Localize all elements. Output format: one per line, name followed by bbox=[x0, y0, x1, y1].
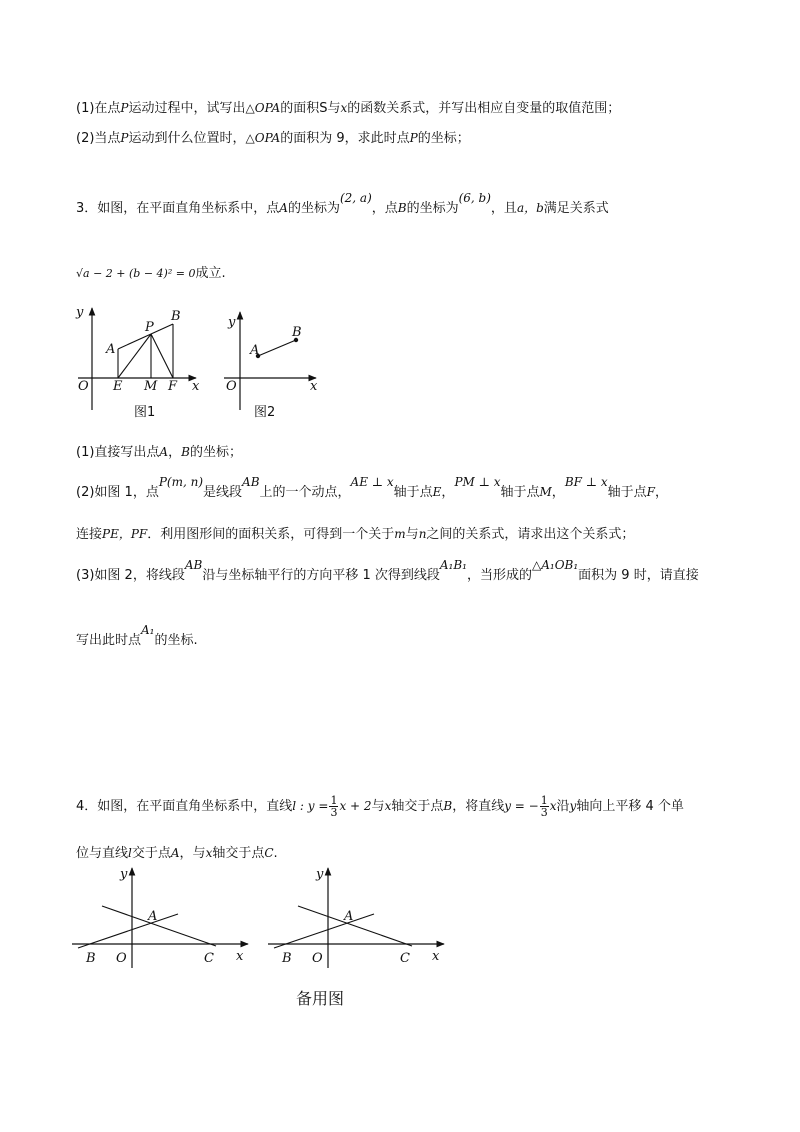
var-A: A bbox=[170, 846, 180, 860]
text: ，点 bbox=[371, 201, 398, 216]
text: 的函数关系式，并写出相应自变量的取值范围； bbox=[347, 101, 621, 116]
q4-figure-left bbox=[68, 862, 258, 972]
text: 满足关系式 bbox=[543, 201, 609, 216]
var-l: l bbox=[128, 846, 132, 860]
text: 运动到什么位置时， bbox=[128, 131, 246, 146]
text: ， bbox=[654, 485, 668, 500]
line-l bbox=[274, 914, 374, 948]
triangle-A1OB1: △A₁OB₁ bbox=[531, 558, 579, 572]
caption-fig2: 图2 bbox=[254, 405, 276, 420]
segment-PF bbox=[151, 334, 173, 378]
coord-B: (6, b) bbox=[458, 191, 491, 205]
label-x: x bbox=[236, 949, 244, 964]
label-x: x bbox=[432, 949, 440, 964]
line-l bbox=[78, 914, 178, 948]
text: ， bbox=[551, 485, 565, 500]
var-y: y bbox=[569, 799, 577, 813]
text: 轴交于点 bbox=[212, 846, 265, 861]
q2-part2 bbox=[76, 128, 470, 149]
text: 轴向上平移 4 个单 bbox=[576, 799, 684, 814]
frac-den: 3 bbox=[330, 806, 338, 819]
label-A: A bbox=[148, 909, 158, 924]
text: ， bbox=[441, 485, 455, 500]
text: (2)如图 1，点 bbox=[76, 485, 159, 500]
q4-figure-right bbox=[264, 862, 454, 972]
var-B: B bbox=[443, 799, 453, 813]
text: ．利用图形间的面积关系，可得到一个关于 bbox=[147, 527, 395, 542]
relation-PM: PM ⊥ x bbox=[454, 475, 501, 489]
text: 上的一个动点， bbox=[259, 485, 351, 500]
label-B: B bbox=[86, 951, 96, 966]
line-l-rhs: x + 2 bbox=[339, 799, 372, 813]
q4-caption: 备用图 bbox=[296, 989, 345, 1008]
label-O: O bbox=[116, 951, 127, 966]
label-A: A bbox=[106, 342, 116, 357]
fraction-1-3 bbox=[540, 795, 549, 818]
point-Pmn: P(m, n) bbox=[158, 475, 204, 489]
text: ，当形成的 bbox=[466, 568, 532, 583]
relation-formula: √a − 2 + (b − 4)² = 0 bbox=[76, 267, 196, 280]
var-x: x bbox=[340, 101, 348, 115]
text: 的坐标为 bbox=[406, 201, 459, 216]
text: 3．如图，在平面直角坐标系中，点 bbox=[76, 201, 280, 216]
text: 交于点 bbox=[131, 846, 171, 861]
text: 的坐标； bbox=[189, 445, 242, 460]
label-B: B bbox=[282, 951, 292, 966]
segment-PB bbox=[151, 324, 173, 334]
text: 与 bbox=[405, 527, 419, 542]
triangle-OPA: △OPA bbox=[245, 101, 281, 115]
label-O: O bbox=[78, 379, 89, 394]
text: 连接 bbox=[76, 527, 103, 542]
q2-part1 bbox=[76, 98, 620, 119]
label-y: y bbox=[228, 315, 236, 330]
text: 轴于点 bbox=[500, 485, 540, 500]
label-P: P bbox=[145, 320, 154, 335]
var-M: M bbox=[539, 485, 552, 499]
q3-sub3 bbox=[76, 558, 699, 586]
line-shifted bbox=[298, 906, 412, 946]
var-F: F bbox=[646, 485, 655, 499]
var-P: P bbox=[120, 131, 129, 145]
var-B: B bbox=[397, 201, 407, 215]
var-P: P bbox=[409, 131, 418, 145]
segment-AB bbox=[258, 340, 296, 356]
line-l-lhs: l : y = bbox=[292, 799, 329, 813]
frac-num: 1 bbox=[330, 794, 338, 807]
q3-figure-2 bbox=[216, 302, 326, 422]
line-shifted bbox=[102, 906, 216, 946]
label-C: C bbox=[204, 951, 214, 966]
text: (1)直接写出点 bbox=[76, 445, 160, 460]
q3-intro bbox=[76, 191, 609, 219]
label-M: M bbox=[144, 379, 158, 394]
text: 的坐标为 bbox=[287, 201, 340, 216]
var-x: x bbox=[384, 799, 392, 813]
text: 沿与坐标轴平行的方向平移 1 次得到线段 bbox=[202, 568, 440, 583]
text: 轴于点 bbox=[607, 485, 647, 500]
text: ，与 bbox=[179, 846, 206, 861]
text: 轴交于点 bbox=[391, 799, 444, 814]
text: (3)如图 2，将线段 bbox=[76, 568, 185, 583]
text: 轴于点 bbox=[393, 485, 433, 500]
text: ，将直线 bbox=[452, 799, 505, 814]
var-x: x bbox=[205, 846, 213, 860]
triangle-OPA: △OPA bbox=[245, 131, 281, 145]
relation-BF: BF ⊥ x bbox=[564, 475, 608, 489]
text: 写出此时点 bbox=[76, 633, 142, 648]
text: . bbox=[273, 846, 278, 861]
text: 沿 bbox=[556, 799, 570, 814]
label-B: B bbox=[292, 325, 302, 340]
q3-figure-1 bbox=[68, 302, 208, 422]
label-O: O bbox=[312, 951, 323, 966]
var-C: C bbox=[264, 846, 274, 860]
segment-AB: AB bbox=[242, 475, 260, 489]
q4-line2 bbox=[76, 843, 278, 864]
var-n: n bbox=[418, 527, 427, 541]
var-A1: A₁ bbox=[141, 623, 155, 637]
text: 面积为 9 时，请直接 bbox=[578, 568, 699, 583]
label-F: F bbox=[168, 379, 178, 394]
q3-relation bbox=[76, 264, 226, 284]
vars-ab: a，b bbox=[516, 201, 544, 215]
label-y: y bbox=[76, 305, 84, 320]
text: 的坐标. bbox=[154, 633, 198, 648]
caption-fig1: 图1 bbox=[134, 405, 156, 420]
text: ， bbox=[168, 445, 182, 460]
text: 之间的关系式，请求出这个关系式； bbox=[426, 527, 635, 542]
var-A: A bbox=[279, 201, 288, 215]
text: 成立. bbox=[195, 266, 226, 281]
var-P: P bbox=[120, 101, 129, 115]
line2-lhs: y = − bbox=[504, 799, 539, 813]
label-E: E bbox=[113, 379, 123, 394]
var-E: E bbox=[432, 485, 442, 499]
text: 与 bbox=[371, 799, 385, 814]
text: 运动过程中，试写出 bbox=[128, 101, 246, 116]
label-x: x bbox=[310, 379, 318, 394]
label-y: y bbox=[120, 867, 128, 882]
segment-A1B1: A₁B₁ bbox=[439, 558, 467, 572]
coord-A: (2, a) bbox=[339, 191, 372, 205]
label-C: C bbox=[400, 951, 410, 966]
text: 4．如图，在平面直角坐标系中，直线 bbox=[76, 799, 293, 814]
label-x: x bbox=[192, 379, 200, 394]
line2-rhs: x bbox=[549, 799, 557, 813]
var-B: B bbox=[181, 445, 190, 459]
text: 的面积为 9，求此时点 bbox=[280, 131, 410, 146]
text: 的坐标； bbox=[417, 131, 470, 146]
frac-num: 1 bbox=[540, 794, 548, 807]
label-A: A bbox=[344, 909, 354, 924]
frac-den: 3 bbox=[540, 806, 548, 819]
fraction-1-3 bbox=[329, 795, 338, 818]
q3-sub1 bbox=[76, 442, 242, 463]
q3-sub3-line2 bbox=[76, 623, 198, 651]
text: 位与直线 bbox=[76, 846, 129, 861]
relation-AE: AE ⊥ x bbox=[350, 475, 394, 489]
segments-PE-PF: PE，PF bbox=[102, 527, 148, 541]
label-O: O bbox=[226, 379, 237, 394]
var-m: m bbox=[394, 527, 406, 541]
q4-line1 bbox=[76, 795, 684, 818]
label-A: A bbox=[250, 343, 260, 358]
text: (1)在点 bbox=[76, 101, 121, 116]
var-A: A bbox=[159, 445, 169, 459]
label-y: y bbox=[316, 867, 324, 882]
q3-sub2 bbox=[76, 475, 668, 503]
segment-PE bbox=[118, 334, 151, 378]
text: (2)当点 bbox=[76, 131, 121, 146]
segment-AB: AB bbox=[184, 558, 203, 572]
q3-sub2-line2 bbox=[76, 524, 634, 545]
text: 的面积S与 bbox=[280, 101, 341, 116]
text: 是线段 bbox=[203, 485, 243, 500]
text: ，且 bbox=[490, 201, 517, 216]
label-B: B bbox=[171, 309, 181, 324]
